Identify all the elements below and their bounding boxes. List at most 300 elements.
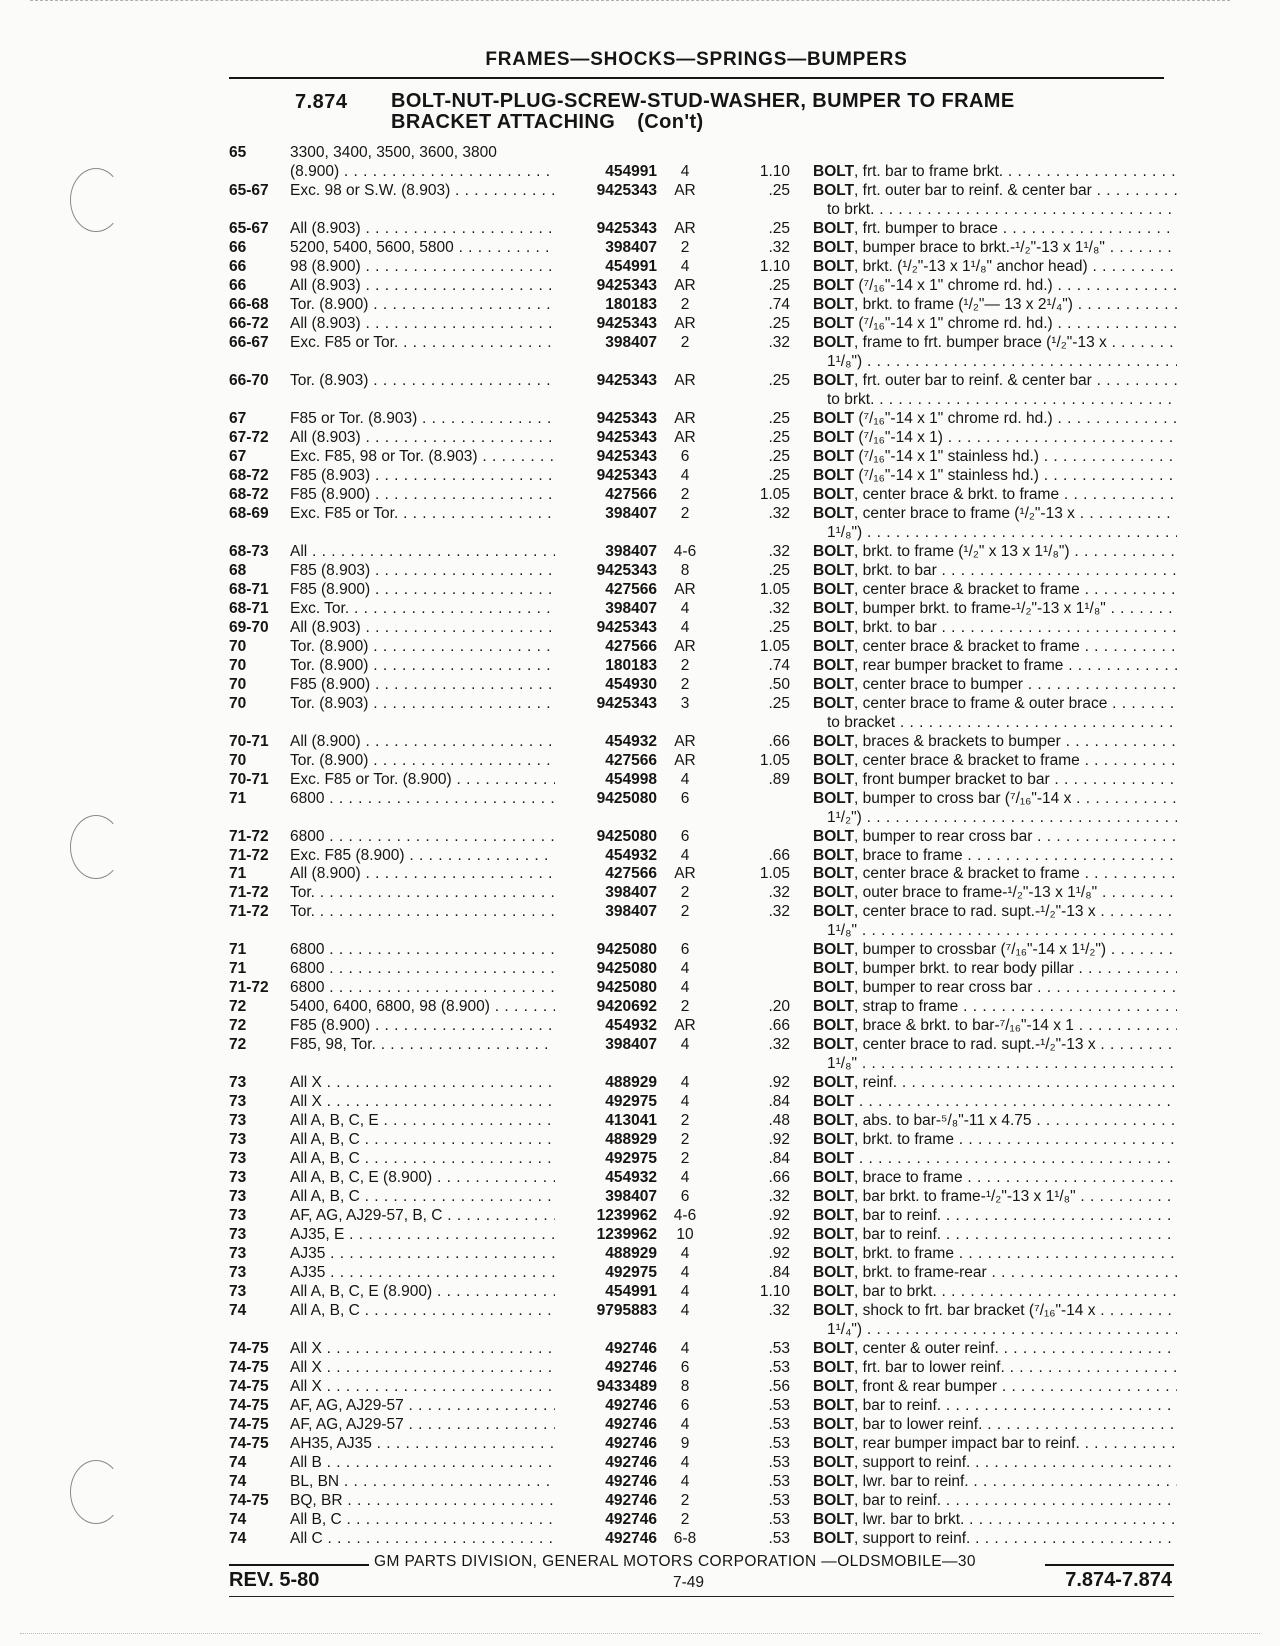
part-type-label: BOLT: [813, 219, 855, 237]
price-cell: .89: [768, 770, 790, 788]
description-text: , center & outer reinf.: [854, 1340, 999, 1358]
quantity-cell: 4-6: [673, 542, 697, 560]
part-number-cell: 488929: [605, 1245, 657, 1263]
application-cell: Exc. 98 or S.W. (8.903) . . .: [290, 181, 555, 200]
application-cell: BL, BN . . .: [290, 1472, 555, 1491]
table-row: [0, 1472, 1280, 1491]
description-text: , brace to frame: [854, 846, 963, 864]
description-continuation: 1¹/₄") . . .: [827, 1320, 1177, 1339]
table-row: [0, 1377, 1280, 1396]
application-cell: 5400, 6400, 6800, 98 (8.900) . . .: [290, 997, 555, 1016]
part-number-cell: 9425343: [596, 618, 657, 636]
part-type-label: BOLT: [813, 732, 855, 750]
description-text: , front & rear bumper: [854, 1378, 998, 1396]
application-cell: Exc. Tor. . . .: [290, 599, 555, 618]
description-text: , frt. bumper to brace: [854, 219, 998, 237]
application-cell: All C . . .: [290, 1529, 555, 1548]
quantity-cell: AR: [674, 637, 696, 655]
price-cell: .92: [768, 1207, 790, 1225]
price-cell: .74: [768, 656, 790, 674]
quantity-cell: AR: [674, 314, 696, 332]
part-number-cell: 9425080: [596, 979, 657, 997]
application-cell: All A, B, C, E . . .: [290, 1111, 555, 1130]
year-cell: 67: [229, 447, 247, 465]
description-cell: [813, 1263, 1177, 1282]
part-type-label: BOLT: [813, 447, 855, 465]
description-text: , lwr. bar to brkt.: [854, 1511, 965, 1529]
year-cell: 68: [229, 561, 247, 579]
description-cell: [813, 789, 1177, 808]
description-text: , center brace & bracket to frame: [854, 637, 1080, 655]
part-type-label: BOLT: [813, 1112, 855, 1130]
year-cell: 74-75: [229, 1397, 269, 1415]
price-cell: .53: [768, 1473, 790, 1491]
description-cell: [813, 1073, 1177, 1092]
table-row: [0, 656, 1280, 675]
quantity-cell: 4: [680, 466, 690, 484]
year-cell: 68-73: [229, 542, 269, 560]
year-cell: 71-72: [229, 979, 269, 997]
description-text: , front bumper bracket to bar: [854, 770, 1050, 788]
year-cell: 70: [229, 751, 247, 769]
description-cell: [813, 447, 1177, 466]
description-text: , frt. outer bar to reinf. & center bar: [854, 181, 1092, 199]
table-row: [0, 1206, 1280, 1225]
quantity-cell: 2: [680, 903, 690, 921]
table-row: [0, 1282, 1280, 1301]
year-cell: 70-71: [229, 732, 269, 750]
year-cell: 71: [229, 960, 247, 978]
table-row: [0, 1073, 1280, 1092]
year-cell: 73: [229, 1207, 247, 1225]
application-cell: AF, AG, AJ29-57 . . .: [290, 1396, 555, 1415]
year-cell: 74: [229, 1454, 247, 1472]
description-text: , support to reinf.: [854, 1454, 971, 1472]
part-number-cell: 9425343: [596, 447, 657, 465]
description-cell: [813, 1111, 1177, 1130]
description-text: , bumper to rear cross bar: [854, 827, 1033, 845]
part-type-label: BOLT: [813, 960, 855, 978]
price-cell: .53: [768, 1397, 790, 1415]
year-cell: 65-67: [229, 181, 269, 199]
part-number-cell: 492746: [605, 1340, 657, 1358]
description-text: , support to reinf.: [854, 1530, 971, 1547]
description-text: , bar to reinf.: [854, 1397, 942, 1415]
part-number-cell: 454991: [605, 257, 657, 275]
part-number-cell: 427566: [605, 580, 657, 598]
part-number-cell: 398407: [605, 333, 657, 351]
year-cell: 68-69: [229, 504, 269, 522]
description-text: , brace to frame: [854, 1169, 963, 1187]
table-row: [0, 333, 1280, 370]
description-text: , center brace to rad. supt.-¹/₂"-13 x: [854, 903, 1096, 921]
part-type-label: BOLT: [813, 979, 855, 997]
description-cell: [813, 1244, 1177, 1263]
part-type-label: BOLT: [813, 181, 855, 199]
part-number-cell: 9425343: [596, 314, 657, 332]
part-type-label: BOLT: [813, 1492, 855, 1510]
price-cell: .50: [768, 675, 790, 693]
application-cell: AJ35, E . . .: [290, 1225, 555, 1244]
quantity-cell: 2: [680, 884, 690, 902]
part-number-cell: 492746: [605, 1530, 657, 1547]
description-cell: [813, 732, 1177, 751]
quantity-cell: 8: [680, 1378, 690, 1396]
year-cell: 71-72: [229, 884, 269, 902]
footer-page-number: 7-49: [673, 1574, 705, 1591]
table-row: [0, 1301, 1280, 1339]
price-cell: .92: [768, 1245, 790, 1263]
price-cell: .32: [768, 1036, 790, 1054]
quantity-cell: 4: [680, 162, 690, 180]
price-cell: .25: [768, 219, 790, 237]
description-cell: [813, 1377, 1177, 1396]
part-number-cell: 9425080: [596, 827, 657, 845]
description-cell: [813, 1434, 1177, 1453]
description-text: , bar to lower reinf.: [854, 1416, 983, 1434]
description-cell: [813, 1282, 1177, 1301]
quantity-cell: 2: [680, 1112, 690, 1130]
application-cell: 3300, 3400, 3500, 3600, 3800: [290, 144, 497, 161]
quantity-cell: 4: [680, 1245, 690, 1263]
description-cell: [813, 599, 1177, 618]
quantity-cell: 2: [680, 675, 690, 693]
application-cell: F85 (8.900) . . .: [290, 580, 555, 599]
part-number-cell: 180183: [605, 295, 657, 313]
quantity-cell: 10: [676, 1226, 694, 1244]
footer-rule-right: [1045, 1564, 1174, 1566]
quantity-cell: AR: [674, 580, 696, 598]
quantity-cell: 4: [680, 257, 690, 275]
price-cell: 1.10: [759, 257, 790, 275]
part-type-label: BOLT: [813, 1416, 855, 1434]
quantity-cell: 2: [680, 1131, 690, 1149]
description-cell: [813, 827, 1177, 846]
table-row: [0, 1111, 1280, 1130]
table-row: [0, 143, 1280, 162]
price-cell: .53: [768, 1416, 790, 1434]
application-cell: F85 (8.900) . . .: [290, 675, 555, 694]
price-cell: .25: [768, 181, 790, 199]
description-text: , reinf.: [854, 1074, 898, 1092]
part-number-cell: 9425343: [596, 694, 657, 712]
part-type-label: BOLT: [813, 295, 855, 313]
part-number-cell: 9425080: [596, 789, 657, 807]
description-text: , rear bumper impact bar to reinf.: [854, 1435, 1080, 1453]
part-number-cell: 398407: [605, 1036, 657, 1054]
quantity-cell: 4: [680, 1416, 690, 1434]
part-number-cell: 492746: [605, 1511, 657, 1529]
part-number-cell: 454932: [605, 732, 657, 750]
table-row: [0, 618, 1280, 637]
application-cell: All A, B, C . . .: [290, 1187, 555, 1206]
part-type-label: BOLT: [813, 561, 855, 579]
price-cell: 1.05: [759, 485, 790, 503]
description-continuation: to brkt. . . .: [827, 390, 1177, 409]
application-cell: AH35, AJ35 . . .: [290, 1434, 555, 1453]
year-cell: 70: [229, 656, 247, 674]
description-text: , bumper to crossbar (⁷/₁₆"-14 x 1¹/₂"): [854, 941, 1107, 959]
price-cell: 1.10: [759, 1283, 790, 1301]
part-type-label: BOLT: [813, 998, 855, 1016]
section-title-line2-text: BRACKET ATTACHING: [391, 111, 616, 133]
year-cell: 71: [229, 941, 247, 959]
part-number-cell: 492746: [605, 1473, 657, 1491]
part-type-label: BOLT: [813, 1302, 855, 1320]
year-cell: 70: [229, 637, 247, 655]
table-row: [0, 257, 1280, 276]
table-row: [0, 1187, 1280, 1206]
part-number-cell: 9425343: [596, 276, 657, 294]
table-row: [0, 732, 1280, 751]
description-text: , center brace to rad. supt.-¹/₂"-13 x: [854, 1036, 1096, 1054]
description-cell: [813, 371, 1177, 390]
part-number-cell: 492746: [605, 1416, 657, 1434]
quantity-cell: AR: [674, 428, 696, 446]
quantity-cell: 4: [680, 1093, 690, 1111]
table-row: [0, 314, 1280, 333]
table-row: [0, 561, 1280, 580]
part-type-label: BOLT: [813, 1017, 855, 1035]
application-cell: 6800 . . .: [290, 978, 555, 997]
part-type-label: BOLT: [813, 637, 855, 655]
part-number-cell: 9425343: [596, 428, 657, 446]
year-cell: 71-72: [229, 827, 269, 845]
description-text: , bar to reinf.: [854, 1492, 942, 1510]
part-number-cell: 1239962: [596, 1226, 657, 1244]
price-cell: .53: [768, 1511, 790, 1529]
description-continuation: 1¹/₈") . . .: [827, 523, 1177, 542]
table-row: [0, 1529, 1280, 1548]
part-number-cell: 488929: [605, 1074, 657, 1092]
price-cell: .25: [768, 428, 790, 446]
part-number-cell: 492975: [605, 1264, 657, 1282]
part-type-label: BOLT: [813, 409, 855, 427]
year-cell: 70: [229, 675, 247, 693]
year-cell: 66: [229, 276, 247, 294]
part-type-label: BOLT: [813, 1359, 855, 1377]
price-cell: .66: [768, 1017, 790, 1035]
quantity-cell: AR: [674, 409, 696, 427]
part-type-label: BOLT: [813, 1169, 855, 1187]
description-cell: [813, 1301, 1177, 1320]
quantity-cell: 4: [680, 618, 690, 636]
table-row: [0, 827, 1280, 846]
part-type-label: BOLT: [813, 257, 855, 275]
table-row: [0, 694, 1280, 731]
part-type-label: BOLT: [813, 599, 855, 617]
price-cell: .32: [768, 903, 790, 921]
part-type-label: BOLT: [813, 485, 855, 503]
part-type-label: BOLT: [813, 162, 855, 180]
application-cell: All X . . .: [290, 1358, 555, 1377]
description-cell: [813, 295, 1177, 314]
application-cell: Tor. (8.903) . . .: [290, 371, 555, 390]
year-cell: 65-67: [229, 219, 269, 237]
table-row: [0, 1491, 1280, 1510]
part-number-cell: 9425080: [596, 960, 657, 978]
part-type-label: BOLT: [813, 1264, 855, 1282]
year-cell: 74-75: [229, 1492, 269, 1510]
description-text: , center brace to frame (¹/₂"-13 x: [854, 504, 1075, 522]
quantity-cell: 4: [680, 1283, 690, 1301]
part-number-cell: 454932: [605, 1017, 657, 1035]
description-cell: [813, 1529, 1177, 1548]
table-row: [0, 504, 1280, 541]
application-cell: F85 or Tor. (8.903) . . .: [290, 409, 555, 428]
price-cell: .32: [768, 1188, 790, 1206]
quantity-cell: 4: [680, 846, 690, 864]
quantity-cell: 2: [680, 504, 690, 522]
part-type-label: BOLT: [813, 1473, 855, 1491]
application-cell: All A, B, C . . .: [290, 1149, 555, 1168]
year-cell: 73: [229, 1245, 247, 1263]
description-text: , bar to brkt.: [854, 1283, 937, 1301]
price-cell: .92: [768, 1074, 790, 1092]
description-cell: [813, 1035, 1177, 1054]
price-cell: .84: [768, 1093, 790, 1111]
description-cell: [813, 580, 1177, 599]
quantity-cell: 4: [680, 1074, 690, 1092]
table-row: [0, 238, 1280, 257]
quantity-cell: 4: [680, 770, 690, 788]
quantity-cell: 6: [680, 789, 690, 807]
application-cell: All (8.903) . . .: [290, 428, 555, 447]
table-row: [0, 997, 1280, 1016]
part-number-cell: 9425343: [596, 466, 657, 484]
application-cell: All (8.903) . . .: [290, 314, 555, 333]
year-cell: 68-72: [229, 485, 269, 503]
part-number-cell: 9420692: [596, 998, 657, 1016]
description-text: , bumper brace to brkt.-¹/₂"-13 x 1¹/₈": [854, 238, 1105, 256]
description-text: , brace & brkt. to bar-⁷/₁₆"-14 x 1: [854, 1017, 1074, 1035]
year-cell: 72: [229, 1017, 247, 1035]
application-cell: All A, B, C . . .: [290, 1130, 555, 1149]
description-text: , frame to frt. bumper brace (¹/₂"-13 x: [854, 333, 1107, 351]
price-cell: .25: [768, 314, 790, 332]
part-type-label: BOLT: [813, 580, 855, 598]
description-continuation: 1¹/₈") . . .: [827, 352, 1177, 371]
application-cell: AJ35 . . .: [290, 1244, 555, 1263]
application-cell: All B, C . . .: [290, 1510, 555, 1529]
footer-section-range: 7.874-7.874: [1065, 1569, 1172, 1591]
year-cell: 73: [229, 1188, 247, 1206]
quantity-cell: 6: [680, 827, 690, 845]
application-cell: 6800 . . .: [290, 789, 555, 808]
application-cell: Exc. F85 or Tor. (8.900) . . .: [290, 770, 555, 789]
description-cell: [813, 1472, 1177, 1491]
part-number-cell: 9425343: [596, 219, 657, 237]
quantity-cell: 6-8: [673, 1530, 697, 1547]
part-number-cell: 454930: [605, 675, 657, 693]
part-number-cell: 398407: [605, 238, 657, 256]
description-text: , frt. bar to lower reinf.: [854, 1359, 1005, 1377]
part-number-cell: 427566: [605, 751, 657, 769]
year-cell: 66-70: [229, 371, 269, 389]
quantity-cell: 2: [680, 656, 690, 674]
table-row: [0, 580, 1280, 599]
footer-rule-left: [229, 1564, 369, 1566]
year-cell: 71-72: [229, 903, 269, 921]
quantity-cell: 2: [680, 1511, 690, 1529]
price-cell: .56: [768, 1378, 790, 1396]
description-continuation: 1¹/₂") . . .: [827, 808, 1177, 827]
year-cell: 65: [229, 144, 247, 161]
quantity-cell: 2: [680, 998, 690, 1016]
description-cell: [813, 675, 1177, 694]
part-number-cell: 492746: [605, 1492, 657, 1510]
part-number-cell: 492746: [605, 1435, 657, 1453]
description-cell: [813, 219, 1177, 238]
price-cell: .53: [768, 1435, 790, 1453]
application-cell: AF, AG, AJ29-57 . . .: [290, 1415, 555, 1434]
part-type-label: BOLT: [813, 903, 855, 921]
part-number-cell: 492975: [605, 1150, 657, 1168]
table-row: [0, 637, 1280, 656]
description-cell: [813, 314, 1177, 333]
description-text: , center brace & bracket to frame: [854, 751, 1080, 769]
application-cell: F85, 98, Tor. . . .: [290, 1035, 555, 1054]
application-cell: Tor. . . .: [290, 883, 555, 902]
table-row: [0, 1016, 1280, 1035]
quantity-cell: 2: [680, 1150, 690, 1168]
price-cell: .20: [768, 998, 790, 1016]
quantity-cell: AR: [674, 751, 696, 769]
part-type-label: BOLT: [813, 466, 855, 484]
table-row: [0, 978, 1280, 997]
part-number-cell: 9425343: [596, 371, 657, 389]
table-row: [0, 959, 1280, 978]
description-cell: [813, 1168, 1177, 1187]
year-cell: 73: [229, 1150, 247, 1168]
description-cell: [813, 1358, 1177, 1377]
application-cell: All (8.903) . . .: [290, 618, 555, 637]
description-cell: [813, 751, 1177, 770]
application-cell: All B . . .: [290, 1453, 555, 1472]
description-cell: [813, 428, 1177, 447]
description-text: , center brace & bracket to frame: [854, 580, 1080, 598]
table-row: [0, 883, 1280, 902]
part-number-cell: 398407: [605, 903, 657, 921]
quantity-cell: 6: [680, 941, 690, 959]
description-cell: [813, 1415, 1177, 1434]
application-cell: All X . . .: [290, 1073, 555, 1092]
application-cell: F85 (8.900) . . .: [290, 1016, 555, 1035]
year-cell: 68-72: [229, 466, 269, 484]
part-number-cell: 398407: [605, 1188, 657, 1206]
description-text: , strap to frame: [854, 998, 959, 1016]
table-row: [0, 295, 1280, 314]
description-cell: [813, 1453, 1177, 1472]
part-number-cell: 454991: [605, 162, 657, 180]
table-row: [0, 1092, 1280, 1111]
description-cell: [813, 162, 1177, 181]
quantity-cell: 4: [680, 599, 690, 617]
price-cell: .25: [768, 409, 790, 427]
part-type-label: BOLT: [813, 1093, 855, 1111]
table-row: [0, 1263, 1280, 1282]
part-type-label: BOLT: [813, 1435, 855, 1453]
part-type-label: BOLT: [813, 1378, 855, 1396]
description-text: , frt. bar to frame brkt.: [854, 162, 1004, 180]
part-number-cell: 454998: [605, 770, 657, 788]
application-cell: F85 (8.903) . . .: [290, 466, 555, 485]
price-cell: 1.05: [759, 751, 790, 769]
description-text: , abs. to bar-⁵/₈"-11 x 4.75: [854, 1112, 1032, 1130]
price-cell: 1.10: [759, 162, 790, 180]
section-title-line2: [391, 112, 1191, 133]
part-type-label: BOLT: [813, 846, 855, 864]
